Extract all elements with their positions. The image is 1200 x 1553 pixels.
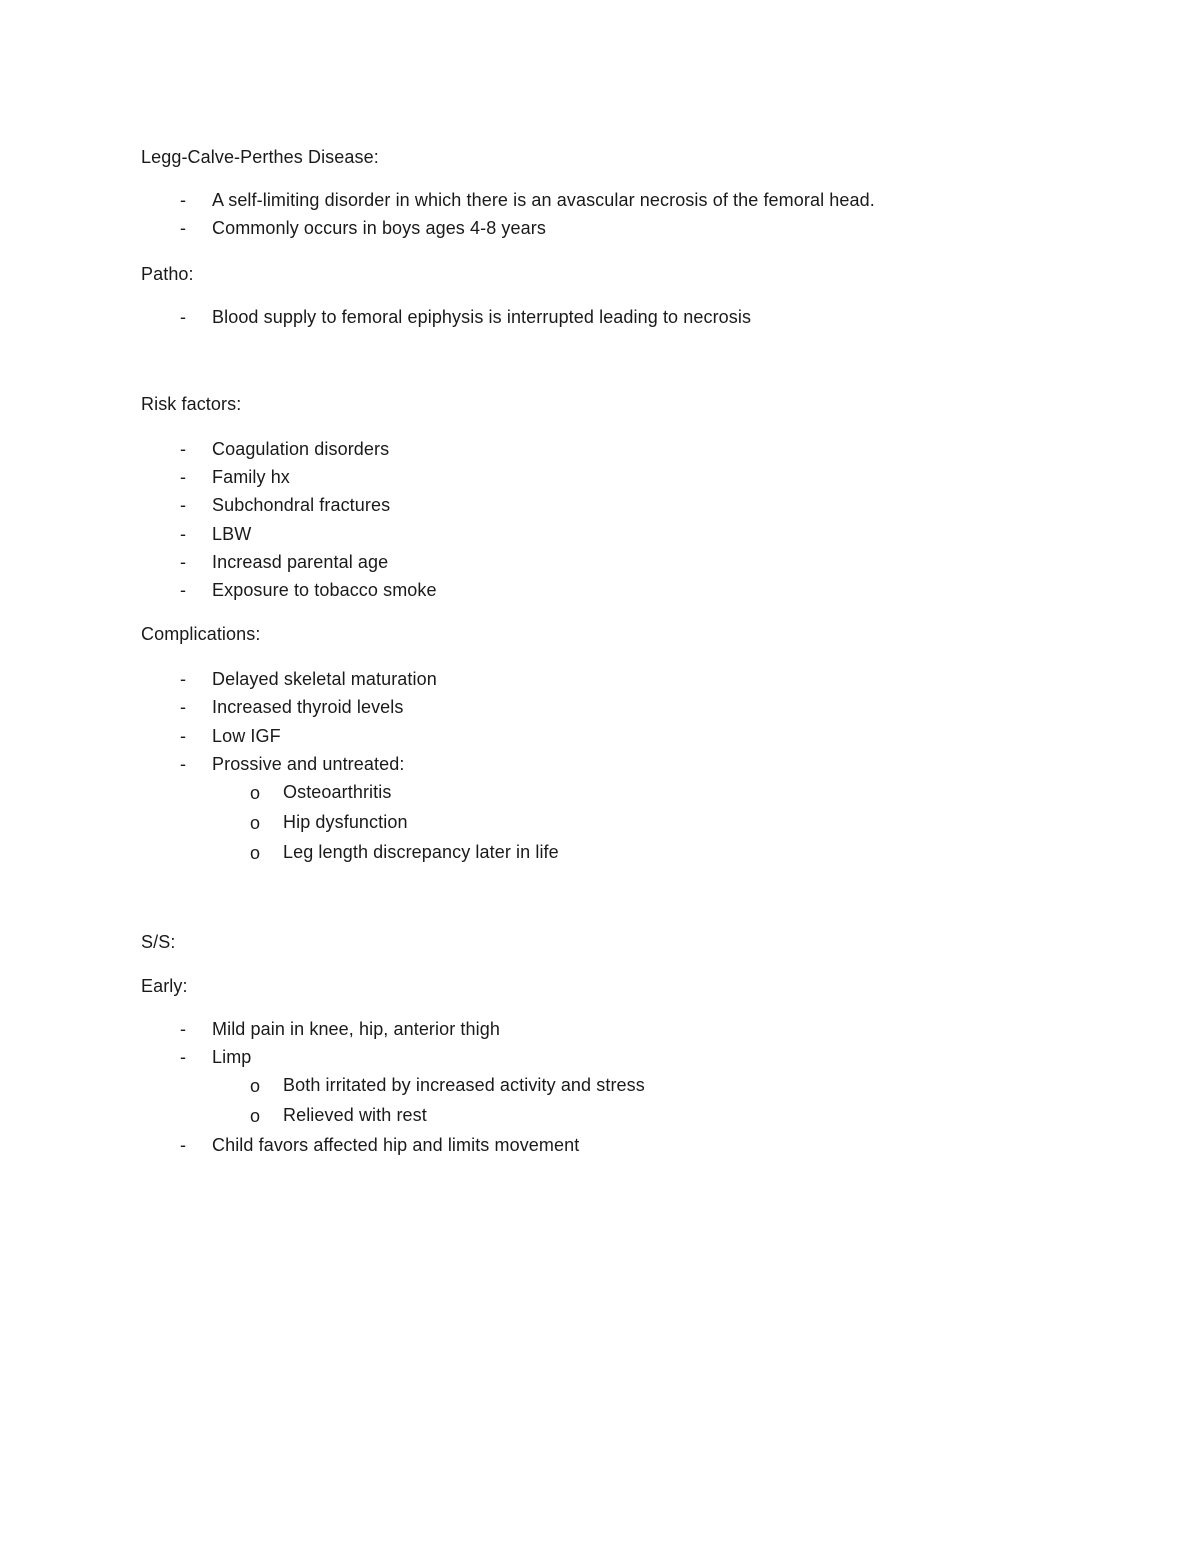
list-item: A self-limiting disorder in which there is an avascular necrosis of the femoral head. xyxy=(212,190,875,210)
list-dash: - xyxy=(179,439,187,459)
sub-bullet: o xyxy=(249,843,261,863)
list-dash: - xyxy=(179,524,187,544)
list-dash: - xyxy=(179,218,187,238)
list-item: Limp xyxy=(212,1047,252,1067)
list-item: Delayed skeletal maturation xyxy=(212,669,437,689)
list-dash: - xyxy=(179,1019,187,1039)
list-dash: - xyxy=(179,1047,187,1067)
list-item: Mild pain in knee, hip, anterior thigh xyxy=(212,1019,500,1039)
list-dash: - xyxy=(179,697,187,717)
sub-list-item: Both irritated by increased activity and stress xyxy=(283,1075,645,1095)
list-item: Exposure to tobacco smoke xyxy=(212,580,437,600)
list-item: Blood supply to femoral epiphysis is interrupted leading to necrosis xyxy=(212,307,752,327)
complications-heading: Complications: xyxy=(141,624,261,644)
early-heading: Early: xyxy=(141,976,188,996)
sub-bullet: o xyxy=(249,783,261,803)
list-dash: - xyxy=(179,1135,187,1155)
sub-bullet: o xyxy=(249,813,261,833)
sub-bullet: o xyxy=(249,1106,261,1126)
list-dash: - xyxy=(179,190,187,210)
list-item: Child favors affected hip and limits movement xyxy=(212,1135,580,1155)
sub-list-item: Hip dysfunction xyxy=(283,812,408,832)
list-dash: - xyxy=(179,467,187,487)
list-dash: - xyxy=(179,754,187,774)
list-item: Prossive and untreated: xyxy=(212,754,405,774)
list-item: Family hx xyxy=(212,467,290,487)
list-dash: - xyxy=(179,307,187,327)
sub-list-item: Leg length discrepancy later in life xyxy=(283,842,559,862)
list-item: Increasd parental age xyxy=(212,552,389,572)
list-dash: - xyxy=(179,552,187,572)
patho-heading: Patho: xyxy=(141,264,194,284)
list-dash: - xyxy=(179,669,187,689)
list-dash: - xyxy=(179,495,187,515)
sub-list-item: Relieved with rest xyxy=(283,1105,427,1125)
list-item: LBW xyxy=(212,524,252,544)
list-dash: - xyxy=(179,580,187,600)
sub-list-item: Osteoarthritis xyxy=(283,782,392,802)
risk-factors-heading: Risk factors: xyxy=(141,394,242,414)
list-item: Subchondral fractures xyxy=(212,495,391,515)
sub-bullet: o xyxy=(249,1076,261,1096)
list-item: Coagulation disorders xyxy=(212,439,390,459)
title-heading: Legg-Calve-Perthes Disease: xyxy=(141,147,379,167)
list-dash: - xyxy=(179,726,187,746)
list-item: Increased thyroid levels xyxy=(212,697,404,717)
list-item: Commonly occurs in boys ages 4-8 years xyxy=(212,218,546,238)
list-item: Low IGF xyxy=(212,726,281,746)
ss-heading: S/S: xyxy=(141,932,176,952)
